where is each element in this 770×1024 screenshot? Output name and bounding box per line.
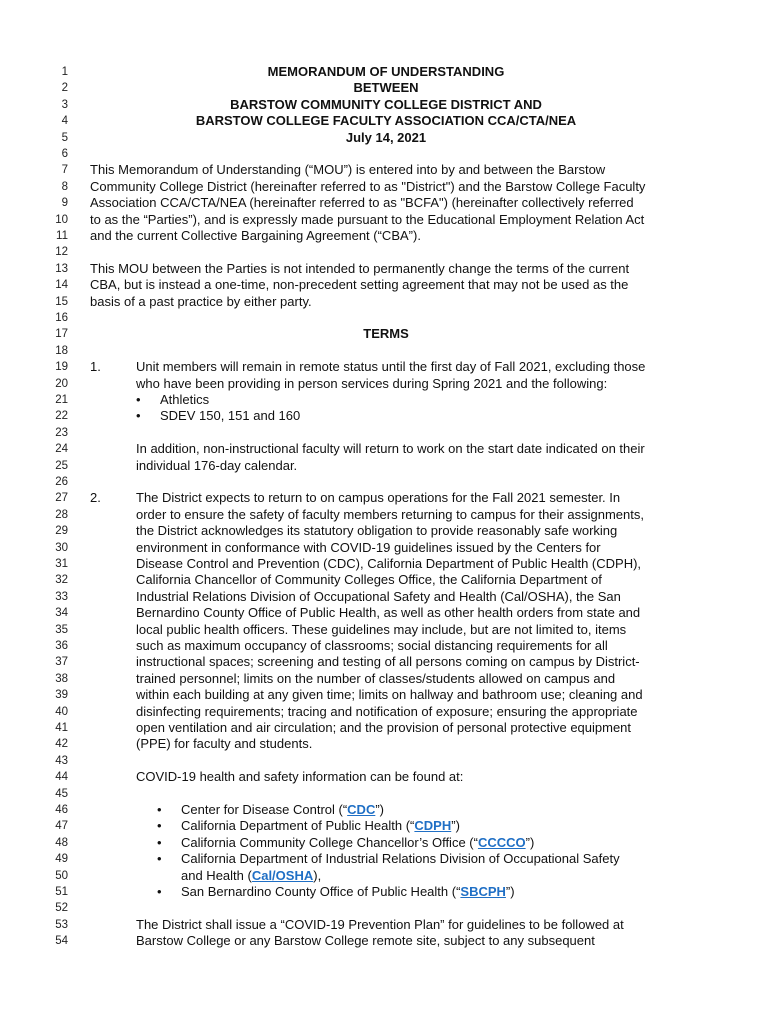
term-2-line: local public health officers. These guidelines may include, but are not limited to, items <box>136 621 627 637</box>
term-2-line: instructional spaces; screening and testing of all persons coming on campus by District- <box>136 654 640 670</box>
heading-title: MEMORANDUM OF UNDERSTANDING <box>267 64 505 79</box>
line-number: 31 <box>55 558 68 570</box>
line-number: 11 <box>56 230 68 242</box>
mou-paragraph-line: This MOU between the Parties is not intended to permanently change the terms of the current <box>90 260 630 276</box>
line-number: 18 <box>55 344 68 357</box>
line-number: 2 <box>61 82 68 95</box>
link-item-text: ), <box>313 867 322 883</box>
line-number: 12 <box>55 246 68 259</box>
cdc-link[interactable]: CDC <box>347 802 376 817</box>
line-number: 46 <box>55 804 68 816</box>
bullet-icon: • <box>157 818 162 834</box>
line-number: 47 <box>55 820 68 833</box>
term-1-bullet: Athletics <box>160 392 210 407</box>
line-number: 17 <box>55 328 68 341</box>
link-item-cdc <box>181 802 384 818</box>
line-number: 15 <box>55 295 68 308</box>
term-1-addition-line: In addition, non-instructional faculty will return to work on the start date indicated on their <box>136 441 645 457</box>
line-number: 43 <box>55 754 68 767</box>
line-number: 53 <box>55 918 68 931</box>
link-item-text: ”) <box>451 818 460 834</box>
bullet-icon: • <box>157 851 162 867</box>
term-2-line: trained personnel; limits on the number of classes/students allowed on campus and <box>136 670 616 686</box>
link-item-calosha-line2 <box>181 868 321 884</box>
line-number: 23 <box>55 426 68 439</box>
cdph-link[interactable]: CDPH <box>414 818 452 834</box>
calosha-link[interactable]: Cal/OSHA <box>251 867 314 883</box>
line-number: 51 <box>55 886 68 898</box>
link-item-text: ”) <box>505 884 515 899</box>
link-item-cdph <box>181 818 460 834</box>
term-2-line: order to ensure the safety of faculty members returning to campus for their assignments, <box>136 506 644 522</box>
prevention-plan-line: Barstow College or any Barstow College remote site, subject to any subsequent <box>136 933 595 949</box>
term-2-line: such as maximum occupancy of classrooms; social distancing requirements for all <box>136 638 608 653</box>
line-number: 29 <box>55 525 68 538</box>
link-item-text: ”) <box>525 834 535 850</box>
line-number: 22 <box>55 410 68 423</box>
link-item-text: Center for Disease Control (“ <box>181 802 348 817</box>
bullet-icon: • <box>136 408 141 424</box>
line-number: 14 <box>55 279 68 292</box>
line-number: 49 <box>55 853 68 866</box>
mou-paragraph-line: CBA, but is instead a one-time, non-precedent setting agreement that may not be used as the <box>90 277 629 293</box>
line-number: 19 <box>55 361 68 374</box>
line-number: 24 <box>55 443 68 456</box>
line-number: 34 <box>55 607 68 620</box>
term-2-line: The District expects to return to on campus operations for the Fall 2021 semester. In <box>136 490 621 506</box>
line-number: 50 <box>55 869 68 882</box>
heading-association: BARSTOW COLLEGE FACULTY ASSOCIATION CCA/CTA/NEA <box>195 113 577 129</box>
line-number: 10 <box>55 213 68 226</box>
term-2-line: Bernardino County Office of Public Health, as well as other health orders from state and <box>136 605 641 621</box>
term-2-line: open ventilation and air circulation; and the provision of personal protective equipment <box>136 720 632 735</box>
bullet-icon: • <box>136 392 141 407</box>
term-2-line: the District acknowledges its statutory obligation to provide reasonably safe working <box>136 523 618 539</box>
line-number: 25 <box>55 459 68 472</box>
line-number: 6 <box>61 148 68 160</box>
line-number: 4 <box>61 115 68 128</box>
intro-line: Community College District (hereinafter referred to as "District") and the Barstow College Faculty <box>90 178 646 194</box>
intro-line: to as the “Parties”), and is expressly made pursuant to the Educational Employment Relation Act <box>90 211 645 227</box>
line-number: 40 <box>55 705 68 718</box>
line-number: 27 <box>55 492 68 505</box>
line-number: 39 <box>55 689 68 702</box>
term-2-line: disinfecting requirements; tracing and notification of exposure; ensuring the appropriate <box>136 703 638 719</box>
bullet-icon: • <box>157 834 162 850</box>
term-2-line: Industrial Relations Division of Occupational Safety and Health (Cal/OSHA), the San <box>136 588 621 604</box>
covid-info-intro: COVID-19 health and safety information can be found at: <box>136 769 464 785</box>
term-2-line: environment in conformance with COVID-19 guidelines issued by the Centers for <box>136 539 601 555</box>
term-1-addition-line: individual 176-day calendar. <box>136 457 298 473</box>
line-number: 26 <box>55 476 68 488</box>
link-item-text: and Health ( <box>181 867 252 883</box>
mou-paragraph-line: basis of a past practice by either party. <box>90 293 312 309</box>
line-number: 48 <box>55 836 68 849</box>
cccco-link[interactable]: CCCCO <box>477 834 526 850</box>
bullet-icon: • <box>157 884 162 899</box>
line-number: 7 <box>61 164 68 177</box>
link-item-text: ”) <box>375 802 385 817</box>
link-item-text: California Department of Public Health (“ <box>181 818 415 834</box>
term-2-line: Disease Control and Prevention (CDC), California Department of Public Health (CDPH), <box>136 556 642 571</box>
line-number: 44 <box>55 771 68 784</box>
link-item-cccco <box>181 835 534 851</box>
line-number: 42 <box>55 738 68 751</box>
line-number: 3 <box>61 98 68 111</box>
term-2-line: within each building at any given time; limits on hallway and bathroom use; cleaning and <box>136 687 643 703</box>
line-number: 32 <box>55 574 68 587</box>
line-number: 30 <box>55 541 68 554</box>
line-number: 5 <box>61 131 68 144</box>
link-item-calosha-line1: California Department of Industrial Relations Division of Occupational Safety <box>181 851 620 867</box>
bullet-icon: • <box>157 802 162 817</box>
line-number: 28 <box>55 508 68 521</box>
line-number: 37 <box>55 656 68 669</box>
line-number: 41 <box>55 722 68 734</box>
heading-between: BETWEEN <box>353 80 419 96</box>
line-number: 20 <box>55 377 68 390</box>
term-1-line: Unit members will remain in remote status until the first day of Fall 2021, excluding those <box>136 359 646 375</box>
line-number: 8 <box>61 180 68 193</box>
line-number: 35 <box>55 623 68 636</box>
line-number: 21 <box>55 394 68 406</box>
term-2-line: California Chancellor of Community Colleges Office, the California Department of <box>136 572 602 588</box>
intro-line: Association CCA/CTA/NEA (hereinafter referred to as "BCFA") (hereinafter collectively referred <box>90 195 634 211</box>
line-number: 45 <box>55 787 68 800</box>
heading-date: July 14, 2021 <box>345 129 427 145</box>
term-1-number: 1. <box>90 359 101 375</box>
term-1-line: who have been providing in person services during Spring 2021 and the following: <box>136 375 608 391</box>
term-1-bullet: SDEV 150, 151 and 160 <box>160 408 301 424</box>
intro-line: This Memorandum of Understanding (“MOU”) is entered into by and between the Barstow <box>90 162 606 178</box>
line-number: 9 <box>61 197 68 210</box>
term-2-number: 2. <box>90 490 101 506</box>
line-number: 38 <box>55 672 68 685</box>
prevention-plan-line: The District shall issue a “COVID-19 Prevention Plan” for guidelines to be followed at <box>136 916 624 932</box>
sbcph-link[interactable]: SBCPH <box>460 884 506 899</box>
line-number: 16 <box>55 312 68 324</box>
line-number: 52 <box>55 902 68 915</box>
link-item-text: San Bernardino County Office of Public Health (“ <box>181 884 461 899</box>
line-number: 54 <box>55 935 68 948</box>
heading-district: BARSTOW COMMUNITY COLLEGE DISTRICT AND <box>230 96 542 112</box>
line-number: 33 <box>55 590 68 603</box>
term-2-line: (PPE) for faculty and students. <box>136 736 313 752</box>
line-number: 36 <box>55 640 68 652</box>
link-item-sbcph <box>181 884 515 900</box>
line-number: 13 <box>55 262 68 275</box>
terms-heading: TERMS <box>363 326 409 342</box>
link-item-text: California Community College Chancellor’s Office (“ <box>181 834 478 850</box>
line-number: 1 <box>61 66 68 78</box>
intro-line: and the current Collective Bargaining Agreement (“CBA”). <box>90 228 421 243</box>
